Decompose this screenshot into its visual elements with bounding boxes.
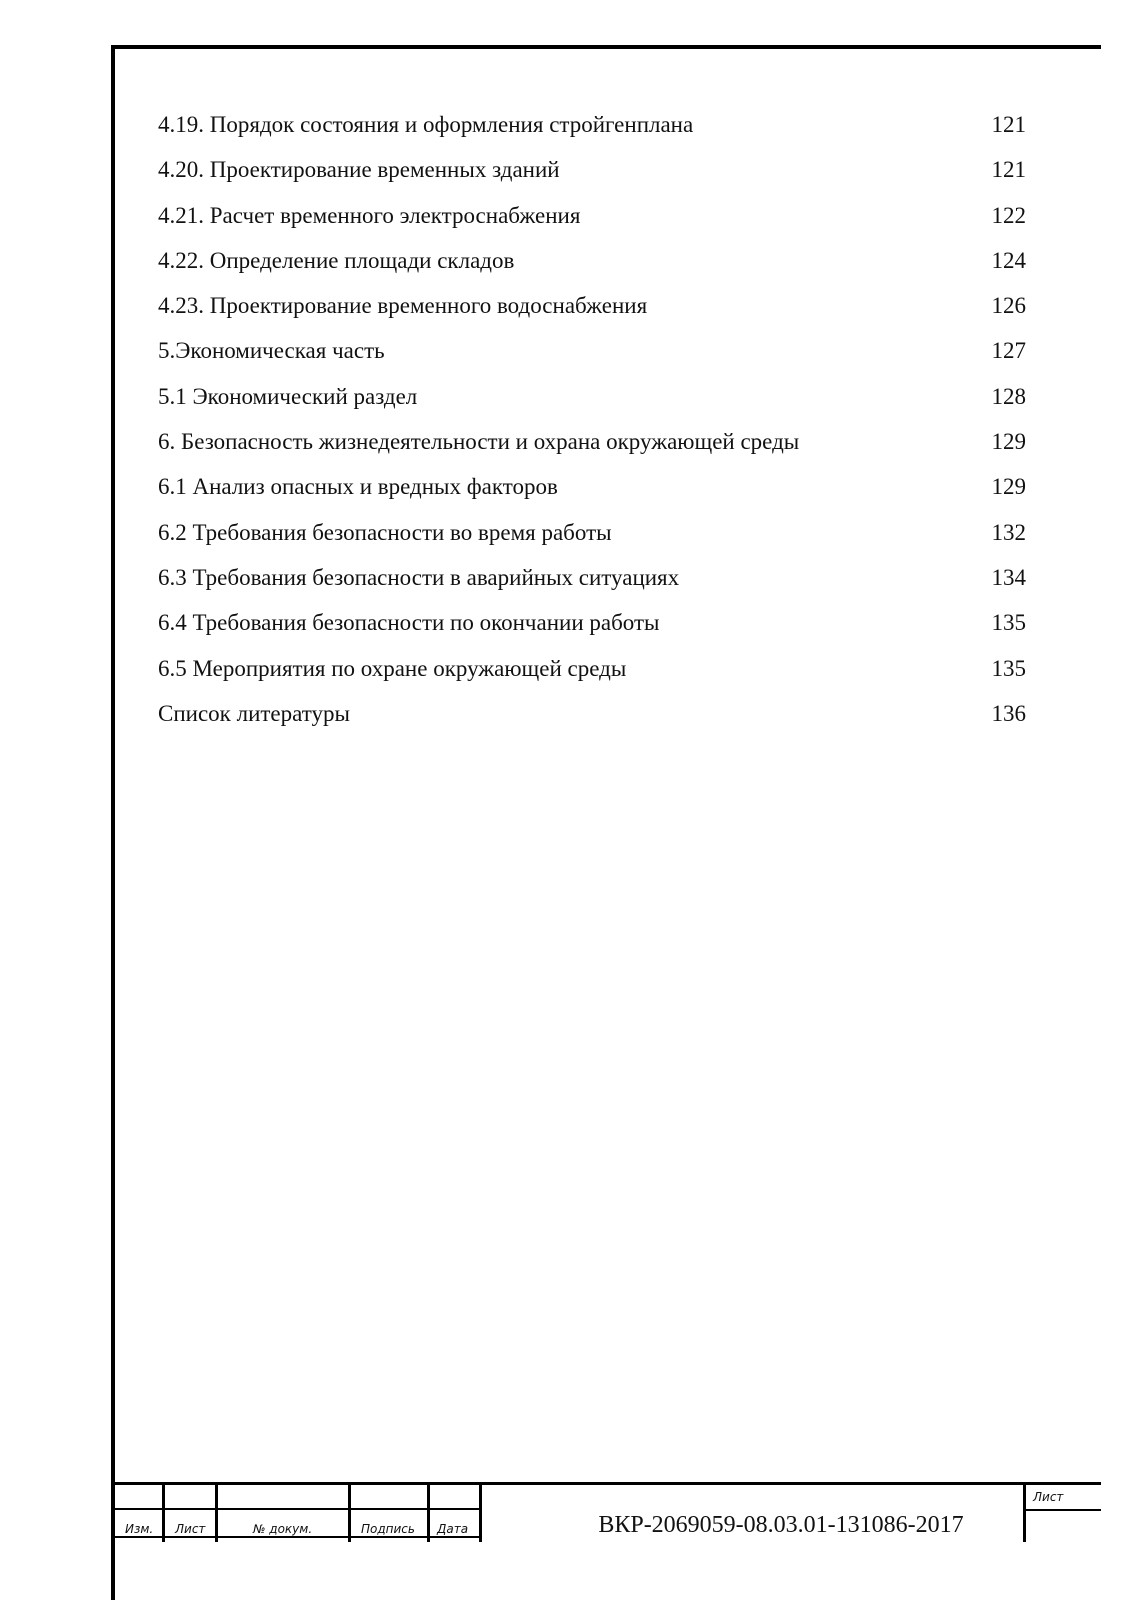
- toc-entry-page: 134: [991, 564, 1026, 590]
- title-block-grid-line: [111, 1508, 481, 1510]
- title-block: [111, 1482, 1101, 1600]
- toc-entry-title: 4.20. Проектирование временных зданий: [158, 157, 560, 183]
- col-izm-label: Изм.: [125, 1522, 154, 1536]
- col-doc-label: № докум.: [253, 1522, 313, 1536]
- title-block-grid-line: [348, 1482, 351, 1542]
- toc-entry-title: 4.19. Порядок состояния и оформления стройгенплана: [158, 112, 694, 137]
- toc-entry-page: 121: [991, 112, 1026, 137]
- toc-entry-title: 5.Экономическая часть: [158, 338, 385, 364]
- frame-top-border: [111, 45, 1101, 49]
- toc-entry-title: 4.23. Проектирование временного водоснабжения: [158, 293, 648, 319]
- toc-entry-page: 128: [991, 383, 1026, 409]
- sheet-label: Лист: [1033, 1490, 1064, 1504]
- col-sign-label: Подпись: [361, 1522, 415, 1536]
- toc-entry-title: 5.1 Экономический раздел: [158, 383, 418, 409]
- toc-entry: [158, 331, 1026, 376]
- toc-entry: [158, 105, 1026, 150]
- toc-entry: [158, 603, 1026, 648]
- toc-entry-title: 6.5 Мероприятия по охране окружающей среды: [158, 655, 627, 681]
- toc-entry: [158, 286, 1026, 331]
- title-block-grid-line: [162, 1482, 165, 1542]
- document-code: ВКР-2069059-08.03.01-131086-2017: [598, 1512, 964, 1538]
- toc-entry-title: 6.4 Требования безопасности по окончании работы: [158, 610, 660, 636]
- toc-entry-page: 135: [991, 610, 1026, 636]
- toc-entry-page: 132: [991, 519, 1026, 545]
- toc-entry: [158, 377, 1026, 422]
- toc-entry: [158, 467, 1026, 512]
- toc-entry-page: 135: [991, 655, 1026, 681]
- toc-entry-page: 124: [991, 247, 1026, 273]
- toc-entry-page: 127: [991, 338, 1026, 364]
- toc-entry-title: Список литературы: [158, 700, 350, 726]
- toc-entry-page: 129: [991, 474, 1026, 500]
- toc-entry-title: 4.22. Определение площади складов: [158, 247, 515, 273]
- toc-entry: [158, 422, 1026, 467]
- toc-entry-title: 6.3 Требования безопасности в аварийных ситуациях: [158, 564, 680, 590]
- toc-entry: [158, 150, 1026, 195]
- title-block-grid-line: [111, 1536, 481, 1538]
- frame-left-border: [111, 45, 115, 1600]
- toc-entry: [158, 694, 1026, 739]
- toc-entry-title: 6. Безопасность жизнедеятельности и охрана окружающей среды: [158, 429, 800, 455]
- toc-entry-title: 6.1 Анализ опасных и вредных факторов: [158, 474, 558, 500]
- toc-entry-page: 136: [991, 700, 1026, 726]
- sheet-cell-line: [1025, 1509, 1101, 1511]
- toc-entry-title: 6.2 Требования безопасности во время работы: [158, 519, 612, 545]
- title-block-top-line: [111, 1482, 1101, 1485]
- toc-entry-page: 126: [991, 293, 1026, 319]
- toc-entry: [158, 196, 1026, 241]
- title-block-grid-line: [427, 1482, 430, 1542]
- toc-entry-title: 4.21. Расчет временного электроснабжения: [158, 202, 581, 228]
- title-block-grid-line: [215, 1482, 218, 1542]
- title-block-grid-line: [479, 1482, 482, 1542]
- toc-entry-page: 129: [991, 429, 1026, 455]
- toc-entry-page: 121: [991, 157, 1026, 183]
- toc-entry-page: 122: [991, 202, 1026, 228]
- toc-entry: [158, 649, 1026, 694]
- toc-entry: [158, 558, 1026, 603]
- table-of-contents: [158, 105, 1026, 739]
- col-list-label: Лист: [175, 1522, 206, 1536]
- toc-entry: [158, 513, 1026, 558]
- toc-entry: [158, 241, 1026, 286]
- sheet-cell-line: [1023, 1482, 1026, 1542]
- col-date-label: Дата: [437, 1522, 469, 1536]
